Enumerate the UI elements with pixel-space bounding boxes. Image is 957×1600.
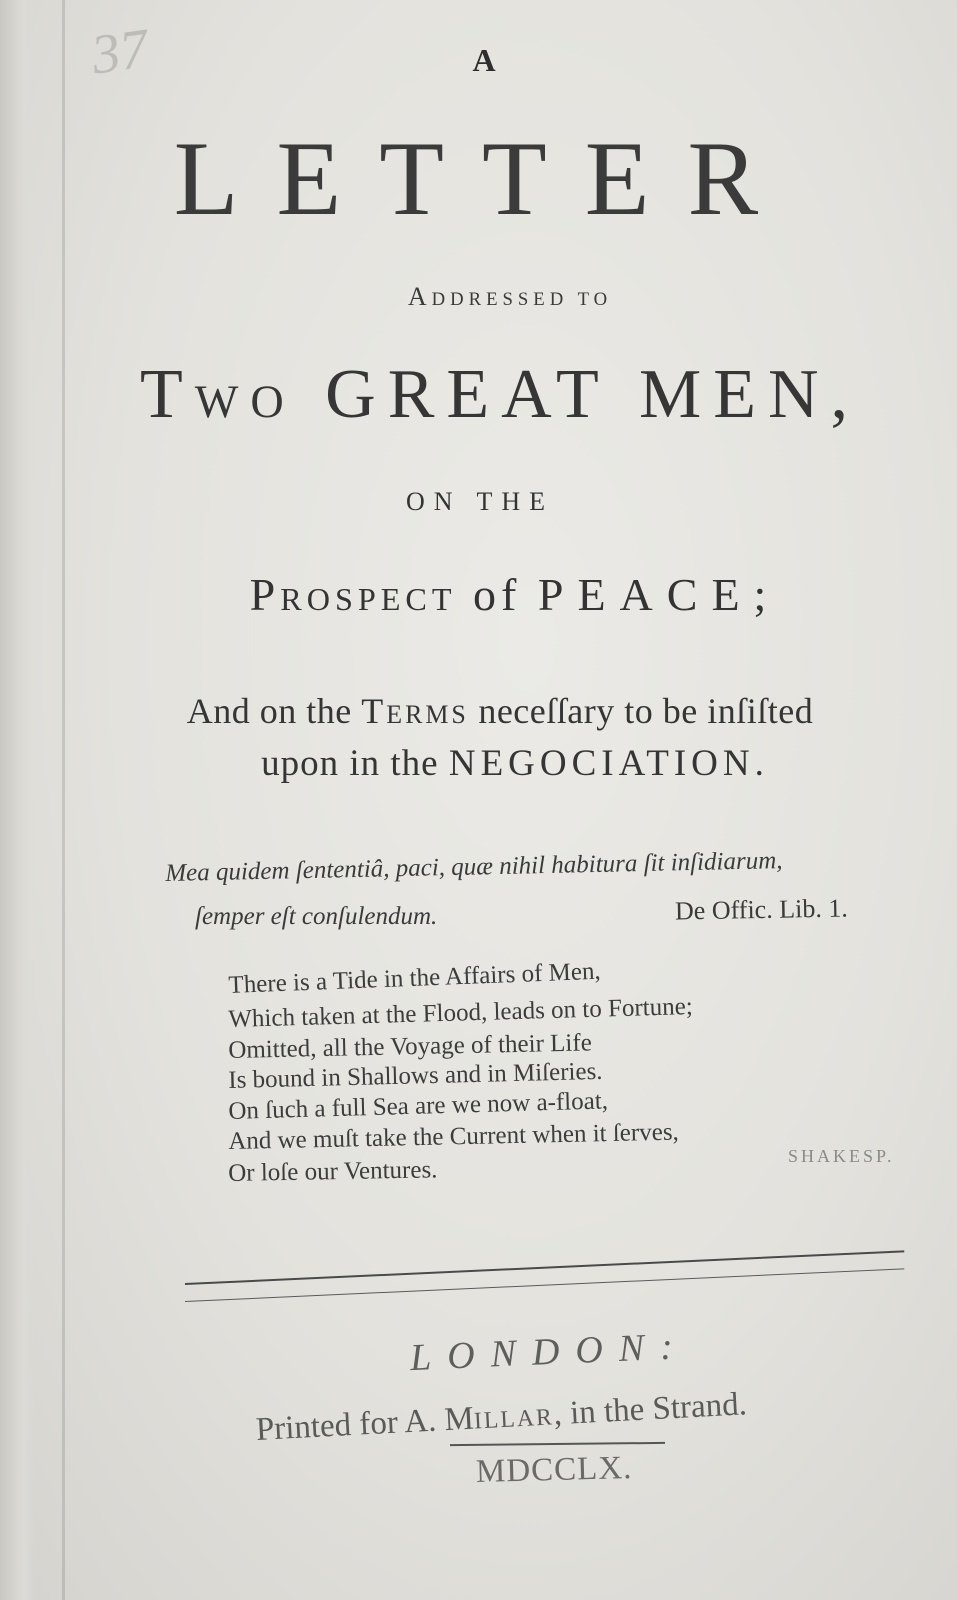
title-article: A [472, 42, 498, 78]
two-cap: T [139, 356, 195, 433]
imprint-place: LONDON: [409, 1324, 690, 1380]
imprint-printer-line [255, 1386, 748, 1449]
latin-epigraph-reference: De Offic. Lib. 1. [674, 893, 849, 926]
verse-line: Is bound in Shallows and in Miſeries. [228, 1057, 603, 1094]
imprint-date: MDCCLX. [475, 1449, 633, 1491]
men-word: MEN, [638, 356, 861, 433]
double-rule-top [185, 1250, 904, 1285]
prospect-cap: P [249, 569, 281, 620]
printed-for: Printed for [255, 1404, 399, 1448]
verse-line: Or loſe our Ventures. [228, 1156, 438, 1187]
double-rule-bottom [185, 1268, 904, 1302]
subtitle-line-2 [185, 742, 845, 785]
addressed-rest: DDRESSED TO [431, 289, 613, 310]
subtitle-pre: And on the [186, 691, 352, 731]
subtitle-post: neceſſary to be inſiſted [478, 691, 814, 731]
verse-line: There is a Tide in the Affairs of Men, [228, 957, 602, 999]
latin-epigraph-line-2: ſemper eſt conſulendum. [195, 903, 438, 930]
terms-rest: ERMS [386, 700, 469, 729]
verse-line: Which taken at the Flood, leads on to Fortune; [228, 993, 694, 1033]
peace-word: PEACE; [537, 569, 781, 620]
page-left-edge [0, 0, 34, 1600]
recipients-line [120, 355, 880, 435]
verse-line: On ſuch a full Sea are we now a-float, [228, 1087, 609, 1125]
printer-rest: ILLAR [473, 1404, 555, 1435]
spine-shadow [62, 0, 65, 1600]
main-title: LETTER [173, 120, 797, 237]
printer-cap: A. M [403, 1400, 475, 1441]
subtitle2-pre: upon in the [261, 743, 439, 784]
negociation-word: NEGOCIATION. [448, 743, 769, 784]
terms-word [361, 691, 469, 731]
addressed-to [330, 282, 690, 312]
verse-line: And we muſt take the Current when it ſerves, [228, 1118, 680, 1155]
printer-location: , in the Strand. [552, 1386, 748, 1433]
on-the: ON THE [405, 487, 555, 516]
imprint-rule [450, 1442, 665, 1446]
verse-attribution: SHAKESP. [788, 1146, 895, 1166]
corner-pencil-mark: 37 [87, 17, 153, 87]
verse-line: Omitted, all the Voyage of their Life [228, 1029, 593, 1064]
addressed-cap: A [407, 282, 432, 311]
of-word: of [473, 569, 522, 620]
terms-cap: T [361, 691, 387, 731]
printer-name [403, 1396, 554, 1440]
subtitle-line-1 [100, 690, 900, 732]
latin-epigraph-line-1: Mea quidem ſententiâ, paci, quæ nihil habitura ſit inſidiarum, [165, 847, 783, 887]
prospect-line [200, 568, 830, 621]
prospect-rest: ROSPECT [280, 581, 457, 617]
great-word: GREAT [325, 356, 610, 433]
two-rest: WO [194, 376, 296, 427]
